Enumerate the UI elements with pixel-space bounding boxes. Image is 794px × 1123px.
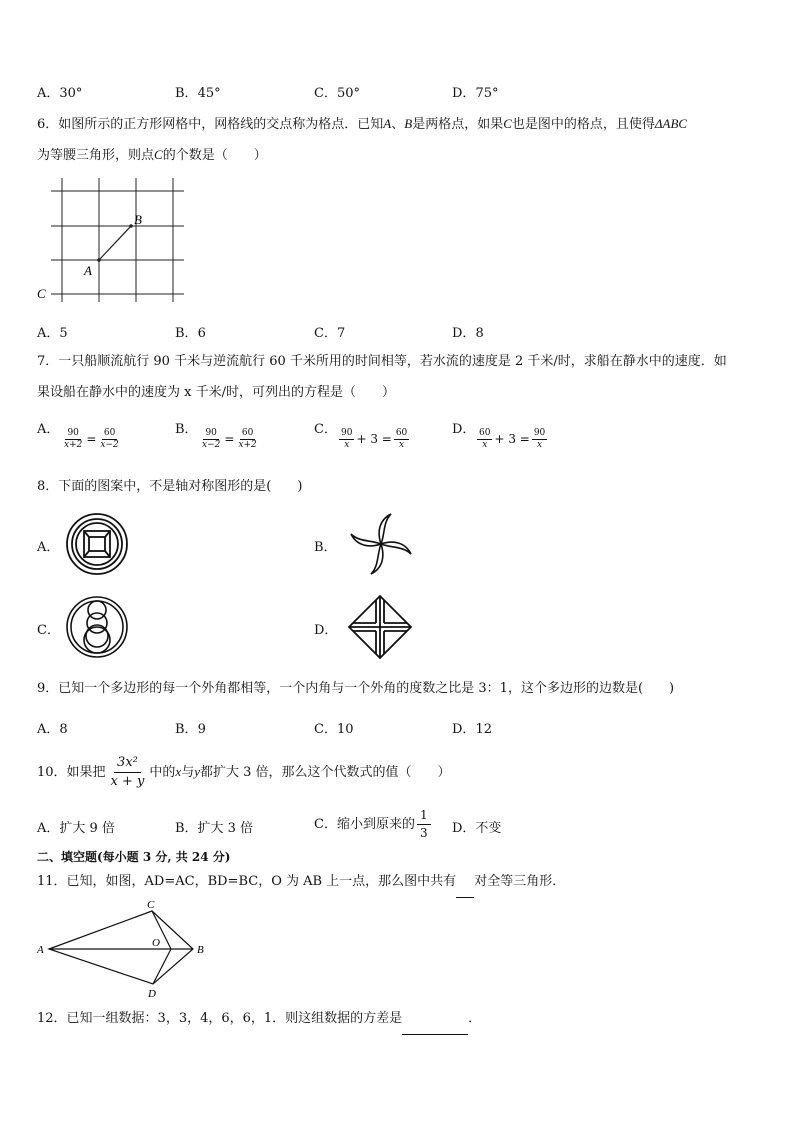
q8-figure-c-circles [66, 596, 128, 658]
q5-option-c[interactable]: C．50° [314, 86, 360, 101]
q8-stem: 8．下面的图案中，不是轴对称图形的是( ) [37, 479, 303, 494]
q5-option-d[interactable]: D．75° [452, 86, 499, 101]
q6-option-c[interactable]: C．7 [314, 326, 346, 341]
q6-grid-figure [36, 178, 186, 308]
q9-option-d[interactable]: D．12 [452, 722, 492, 737]
q9-stem: 9．已知一个多边形的每一个外角都相等，一个内角与一个外角的度数之比是 3：1，这个多边形的边数是( ) [37, 681, 675, 696]
q5-option-a[interactable]: A．30° [37, 86, 83, 101]
q9-option-a[interactable]: A．8 [37, 722, 68, 737]
q8-figure-a-coin-pattern [66, 513, 128, 575]
q6-label-a: A [84, 263, 92, 278]
q8-option-c-label[interactable]: C． [37, 623, 60, 638]
q6-option-d[interactable]: D．8 [452, 326, 484, 341]
q8-option-b-label[interactable]: B． [314, 540, 337, 555]
q6-label-b: B [134, 212, 142, 227]
q11-blank[interactable] [456, 866, 474, 898]
q6-stem-line1: 6．如图所示的正方形网格中，网格线的交点称为格点．已知A、B是两格点，如果C也是图中的格点，且使得ΔABC [37, 116, 688, 132]
q11-label-b: B [197, 944, 204, 956]
q12-stem: 12．已知一组数据：3，3，4，6，6，1．则这组数据的方差是 ． [37, 1003, 481, 1035]
q7-stem-line2: 果设船在静水中的速度为 x 千米/时，可列出的方程是（ ） [37, 385, 395, 400]
q6-stem-line2: 为等腰三角形，则点C的个数是（ ） [37, 147, 267, 163]
section-heading-fill-in: 二、填空题(每小题 3 分, 共 24 分) [37, 850, 231, 864]
q7-stem-line1: 7．一只船顺流航行 90 千米与逆流航行 60 千米所用的时间相等，若水流的速度是 2 千米/时，求船在静水中的速度．如 [37, 354, 727, 369]
q8-figure-d-diamond [348, 595, 412, 659]
q7-option-d[interactable]: D． $\frac{60}{x}$ + 3 = $\frac{90}{x}$ [452, 422, 546, 450]
q7-option-b[interactable]: B． $\frac{90}{x-2}$ = $\frac{60}{x+2}$ [175, 422, 257, 450]
q11-label-a: A [37, 944, 44, 956]
q9-option-c[interactable]: C．10 [314, 722, 354, 737]
q8-option-d-label[interactable]: D． [314, 623, 338, 638]
q11-label-c: C [147, 899, 155, 911]
q7-option-a[interactable]: A． $\frac{90}{x+2}$ = $\frac{60}{x-2}$ [37, 422, 119, 450]
q11-stem: 11．已知，如图，AD=AC，BD=BC，O 为 AB 上一点，那么图中共有 对全等三角形． [37, 866, 565, 898]
q6-label-c: C [37, 286, 46, 301]
q6-option-a[interactable]: A．5 [37, 326, 68, 341]
q7-option-c[interactable]: C． $\frac{90}{x}$ + 3 = $\frac{60}{x}$ [314, 422, 408, 450]
q10-option-c[interactable]: C．缩小到原来的 $\frac{1}{3}$ [314, 805, 433, 845]
q11-kite-figure [35, 898, 215, 1000]
q5-option-b[interactable]: B．45° [175, 86, 221, 101]
q11-label-o: O [152, 937, 160, 949]
q10-stem: 10．如果把 $\frac{\text{3x²}}{x + y}$ 中的x与y都扩大 3 倍，那么这个代数式的值（ ） [37, 755, 451, 789]
q6-option-b[interactable]: B．6 [175, 326, 206, 341]
q10-option-b[interactable]: B．扩大 3 倍 [175, 821, 254, 836]
q8-figure-b-pinwheel [347, 510, 415, 578]
q10-option-d[interactable]: D．不变 [452, 821, 502, 836]
q8-option-a-label[interactable]: A． [37, 540, 60, 555]
q10-option-a[interactable]: A．扩大 9 倍 [37, 821, 115, 836]
q11-label-d: D [148, 988, 156, 1000]
q9-option-b[interactable]: B．9 [175, 722, 206, 737]
q12-blank[interactable] [402, 1003, 468, 1035]
